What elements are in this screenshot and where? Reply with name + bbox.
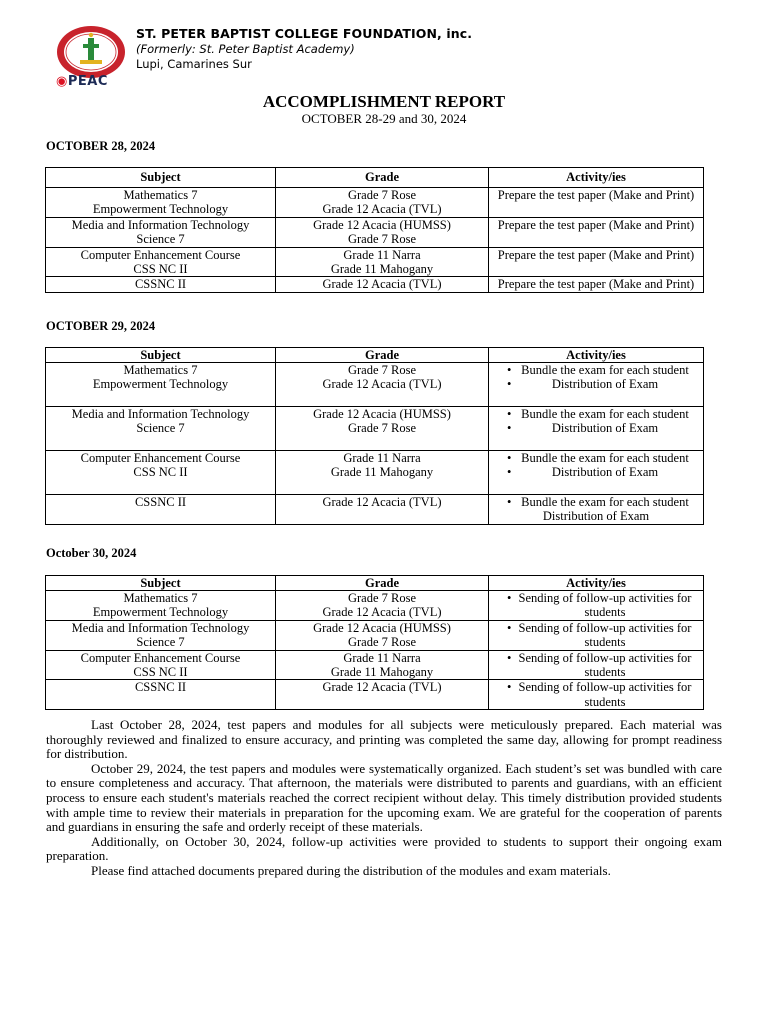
activity-cell: • Bundle the exam for each student Distribution of Exam <box>489 494 704 524</box>
table-row: Science 7 Grade 7 Rose <box>46 421 704 450</box>
column-header: Activity/ies <box>489 168 704 188</box>
column-header: Subject <box>46 576 276 591</box>
table-row: CSSNC II Grade 12 Acacia (TVL) • Sending of follow-up activities for students <box>46 680 704 710</box>
column-header: Subject <box>46 168 276 188</box>
school-seal-logo <box>54 24 128 80</box>
section-date: OCTOBER 28, 2024 <box>46 139 156 153</box>
activity-cell: Prepare the test paper (Make and Print) <box>489 277 704 292</box>
activity-cell: • Sending of follow-up activities for students <box>489 680 704 710</box>
school-name: ST. PETER BAPTIST COLLEGE FOUNDATION, inc. <box>136 26 473 41</box>
report-dates: OCTOBER 28-29 and 30, 2024 <box>301 111 467 126</box>
column-header: Activity/ies <box>489 576 704 591</box>
activity-cell: • Sending of follow-up activities for students <box>489 620 704 650</box>
table-row: Science 7 Grade 7 Rose <box>46 232 704 247</box>
paragraph: Additionally, on October 30, 2024, follow-up activities were provided to students to support their ongoing exam preparation. <box>46 833 722 864</box>
table-row: Mathematics 7 Grade 7 Rose Prepare the test paper (Make and Print) <box>46 188 704 203</box>
peac-logo: ◉PEAC <box>56 74 108 89</box>
table-row: CSS NC II Grade 11 Mahogany <box>46 465 704 494</box>
report-title: ACCOMPLISHMENT REPORT <box>262 92 506 111</box>
column-header: Grade <box>276 168 489 188</box>
table-row: Science 7 Grade 7 Rose <box>46 635 704 650</box>
table-row: Empowerment Technology Grade 12 Acacia (TVL) <box>46 605 704 620</box>
table-row: Media and Information Technology Grade 12 Acacia (HUMSS) Prepare the test paper (Make and Print) <box>46 217 704 232</box>
table-row: Computer Enhancement Course Grade 11 Narra • Sending of follow-up activities for students <box>46 650 704 665</box>
activity-cell: • Bundle the exam for each student • Distribution of Exam <box>489 406 704 450</box>
table-row: Empowerment Technology Grade 12 Acacia (TVL) <box>46 377 704 406</box>
column-header: Grade <box>276 348 489 363</box>
paragraph: Please find attached documents prepared during the distribution of the modules and exam materials. <box>91 862 611 878</box>
table-row: Mathematics 7 Grade 7 Rose • Bundle the exam for each student • Distribution of Exam <box>46 363 704 378</box>
table-row: Media and Information Technology Grade 12 Acacia (HUMSS) • Sending of follow-up activities for students <box>46 620 704 635</box>
section-date: October 30, 2024 <box>46 546 137 560</box>
school-address: Lupi, Camarines Sur <box>136 57 252 71</box>
activity-cell: Prepare the test paper (Make and Print) <box>489 247 704 277</box>
table-row: Mathematics 7 Grade 7 Rose • Sending of follow-up activities for students <box>46 591 704 606</box>
letterhead <box>54 22 754 92</box>
table-row: CSSNC II Grade 12 Acacia (TVL) • Bundle the exam for each student Distribution of Exam <box>46 494 704 524</box>
table-row: CSSNC II Grade 12 Acacia (TVL) Prepare the test paper (Make and Print) <box>46 277 704 292</box>
schedule-table-oct-28 <box>45 167 704 293</box>
activity-cell: Prepare the test paper (Make and Print) <box>489 217 704 247</box>
column-header: Subject <box>46 348 276 363</box>
table-row: Computer Enhancement Course Grade 11 Narra • Bundle the exam for each student • Distribution of Exam <box>46 450 704 465</box>
report-narrative <box>46 718 722 879</box>
schedule-table-oct-30 <box>45 575 704 710</box>
table-row: Empowerment Technology Grade 12 Acacia (TVL) <box>46 202 704 217</box>
paragraph: Last October 28, 2024, test papers and modules for all subjects were meticulously prepared. Each material was thoroughly reviewed and finalized to ensure accuracy, and printing was completed the same day, allowing for prompt readiness for distribution. <box>46 717 722 762</box>
activity-cell: Prepare the test paper (Make and Print) <box>489 188 704 218</box>
column-header: Activity/ies <box>489 348 704 363</box>
table-row: Computer Enhancement Course Grade 11 Narra Prepare the test paper (Make and Print) <box>46 247 704 262</box>
activity-cell: • Bundle the exam for each student • Distribution of Exam <box>489 450 704 494</box>
activity-cell: • Sending of follow-up activities for students <box>489 650 704 680</box>
activity-cell: • Bundle the exam for each student • Distribution of Exam <box>489 363 704 407</box>
table-row: CSS NC II Grade 11 Mahogany <box>46 665 704 680</box>
table-row: CSS NC II Grade 11 Mahogany <box>46 262 704 277</box>
column-header: Grade <box>276 576 489 591</box>
table-row: Media and Information Technology Grade 12 Acacia (HUMSS) • Bundle the exam for each student • Distribution of Exam <box>46 406 704 421</box>
section-date: OCTOBER 29, 2024 <box>46 319 156 333</box>
former-name: (Formerly: St. Peter Baptist Academy) <box>136 42 355 56</box>
activity-cell: • Sending of follow-up activities for students <box>489 591 704 621</box>
schedule-table-oct-29 <box>45 347 704 525</box>
paragraph: October 29, 2024, the test papers and modules were systematically organized. Each student’s set was bundled with care to ensure completeness and accuracy. That afternoon, the materials were distributed to parents and guardians, with an efficient process to ensure each student's materials reached the correct recipient without delay. This timely distribution provided students with ample time to review their materials in preparation for the upcoming exam. We are grateful for the cooperation of parents and guardians in ensuring the safe and orderly receipt of these materials. <box>46 760 722 835</box>
